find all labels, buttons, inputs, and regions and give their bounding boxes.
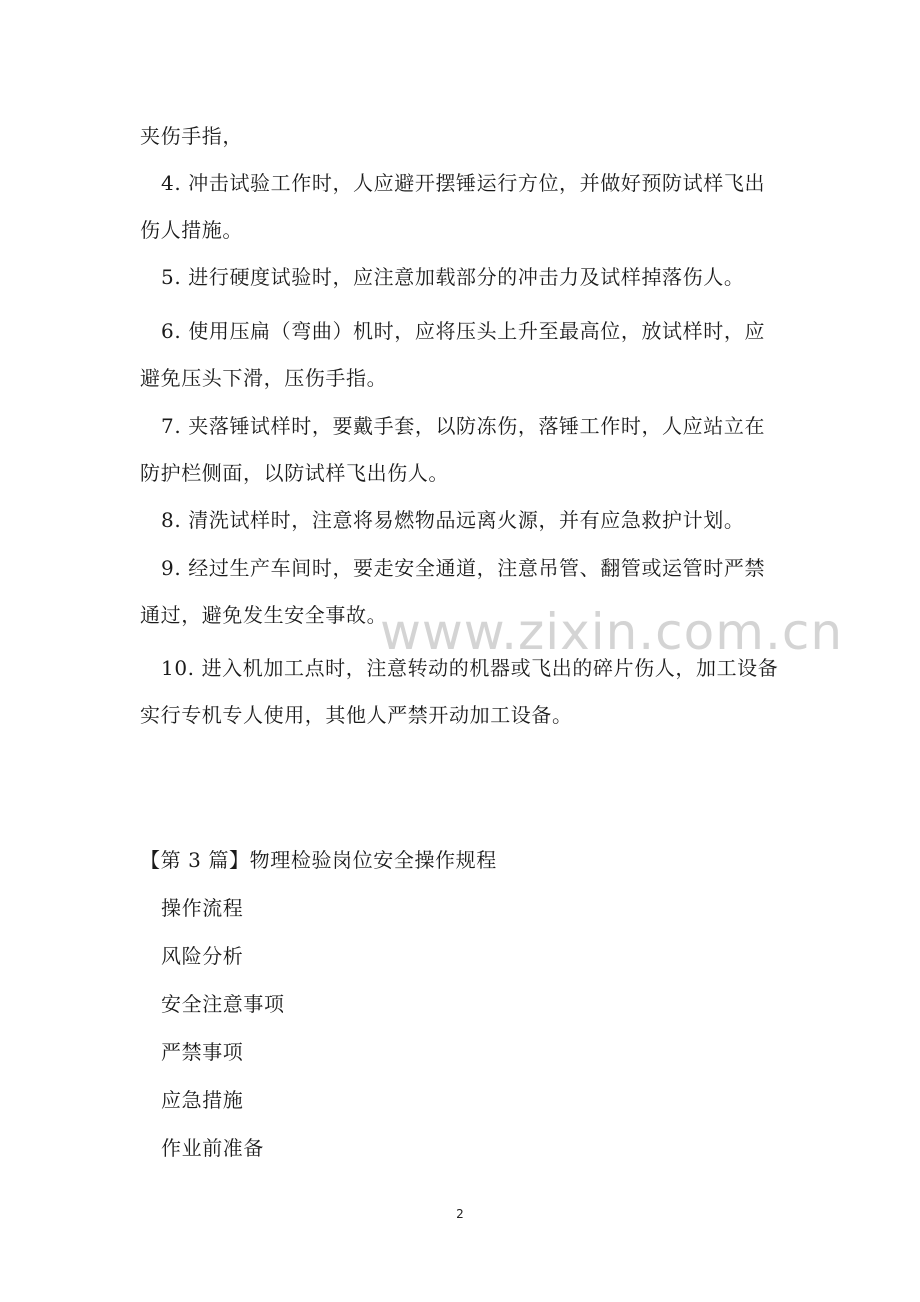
toc-item-operation-flow: 操作流程 xyxy=(161,896,244,920)
paragraph-item-5: 5. 进行硬度试验时，应注意加载部分的冲击力及试样掉落伤人。 xyxy=(161,265,745,289)
paragraph-item-10: 10. 进入机加工点时，注意转动的机器或飞出的碎片伤人，加工设备实行专机专人使用，其他人严禁开动加工设备。 xyxy=(140,656,779,727)
toc-item-pre-work-preparation: 作业前准备 xyxy=(161,1136,264,1160)
paragraph-continuation: 夹伤手指， xyxy=(140,124,243,148)
toc-item-safety-notes: 安全注意事项 xyxy=(161,992,285,1016)
paragraph-item-4: 4. 冲击试验工作时，人应避开摆锤运行方位，并做好预防试样飞出伤人措施。 xyxy=(140,171,766,242)
toc-item-prohibitions: 严禁事项 xyxy=(161,1040,244,1064)
paragraph-item-6: 6. 使用压扁（弯曲）机时，应将压头上升至最高位，放试样时，应避免压头下滑，压伤手指。 xyxy=(140,319,766,390)
toc-item-emergency-measures: 应急措施 xyxy=(161,1088,244,1112)
toc-item-risk-analysis: 风险分析 xyxy=(161,944,244,968)
section-heading: 【第 3 篇】物理检验岗位安全操作规程 xyxy=(140,848,497,872)
paragraph-item-7: 7. 夹落锤试样时，要戴手套，以防冻伤，落锤工作时，人应站立在防护栏侧面，以防试样飞出伤人。 xyxy=(140,414,766,485)
paragraph-item-8: 8. 清洗试样时，注意将易燃物品远离火源，并有应急救护计划。 xyxy=(161,508,745,532)
paragraph-item-9: 9. 经过生产车间时，要走安全通道，注意吊管、翻管或运管时严禁通过，避免发生安全事故。 xyxy=(140,556,766,627)
watermark: www.zixin.com.cn xyxy=(380,603,844,661)
page-number: 2 xyxy=(456,1207,464,1221)
